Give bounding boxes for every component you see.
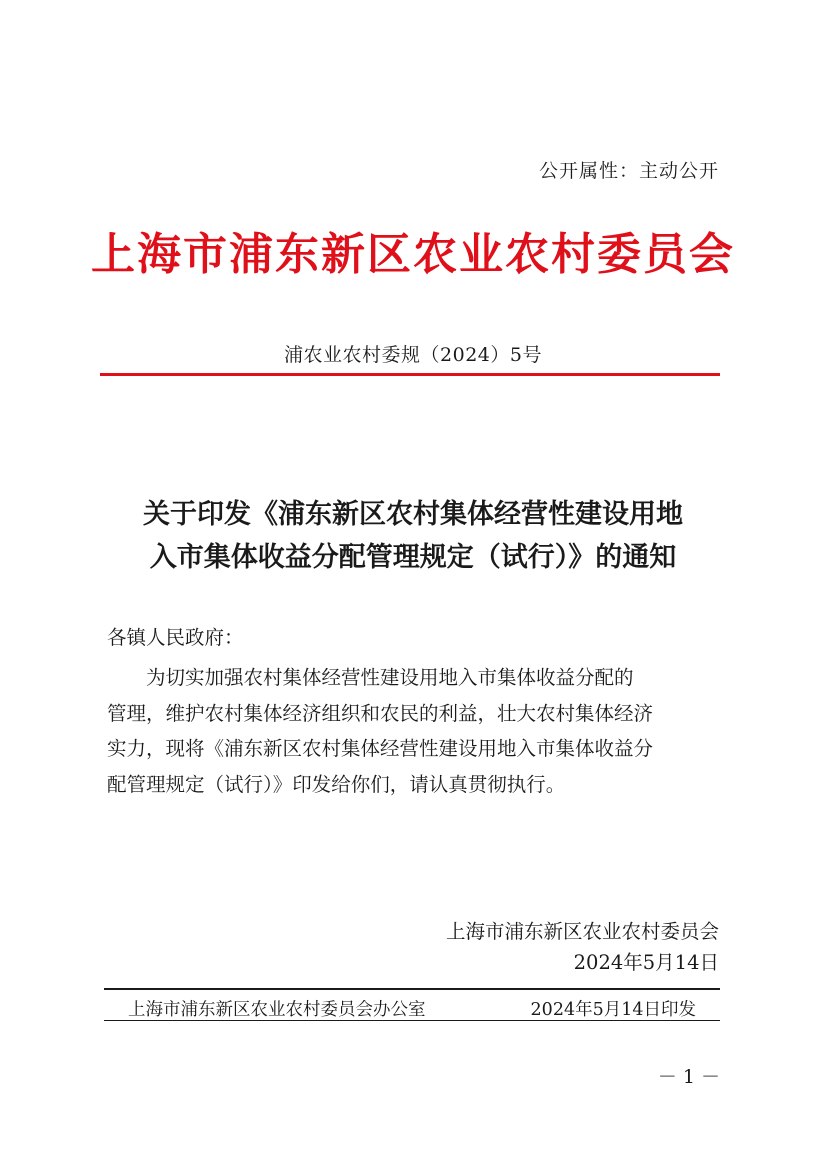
issuing-authority-masthead: 上海市浦东新区农业农村委员会 (91, 229, 735, 280)
body-line: 管理，维护农村集体经济组织和农民的利益，壮大农村集体经济 (107, 701, 654, 725)
body-paragraph (107, 660, 721, 802)
footer-office: 上海市浦东新区农业农村委员会办公室 (128, 1000, 426, 1020)
red-separator-line (100, 373, 720, 376)
document-title (100, 493, 726, 579)
body-line: 为切实加强农村集体经营性建设用地入市集体收益分配的 (107, 666, 634, 689)
signature-block (446, 916, 719, 978)
body-line: 配管理规定（试行）》印发给你们，请认真贯彻执行。 (107, 772, 566, 796)
footer-bottom-rule (104, 1020, 720, 1021)
title-line-2: 入市集体收益分配管理规定（试行）》的通知 (149, 542, 677, 573)
page-number: － 1 － (657, 1066, 720, 1088)
document-number: 浦农业农村委规（2024）5号 (284, 344, 542, 366)
title-line-1: 关于印发《浦东新区农村集体经营性建设用地 (143, 499, 683, 530)
signature-date: 2024年5月14日 (573, 951, 719, 974)
signature-issuer: 上海市浦东新区农业农村委员会 (445, 920, 719, 943)
body-line: 实力，现将《浦东新区农村集体经营性建设用地入市集体收益分 (107, 737, 654, 760)
disclosure-label: 公开属性：主动公开 (538, 160, 719, 182)
footer-top-rule (104, 988, 720, 990)
salutation: 各镇人民政府： (107, 626, 244, 649)
footer-print-date: 2024年5月14日印发 (530, 1000, 696, 1020)
